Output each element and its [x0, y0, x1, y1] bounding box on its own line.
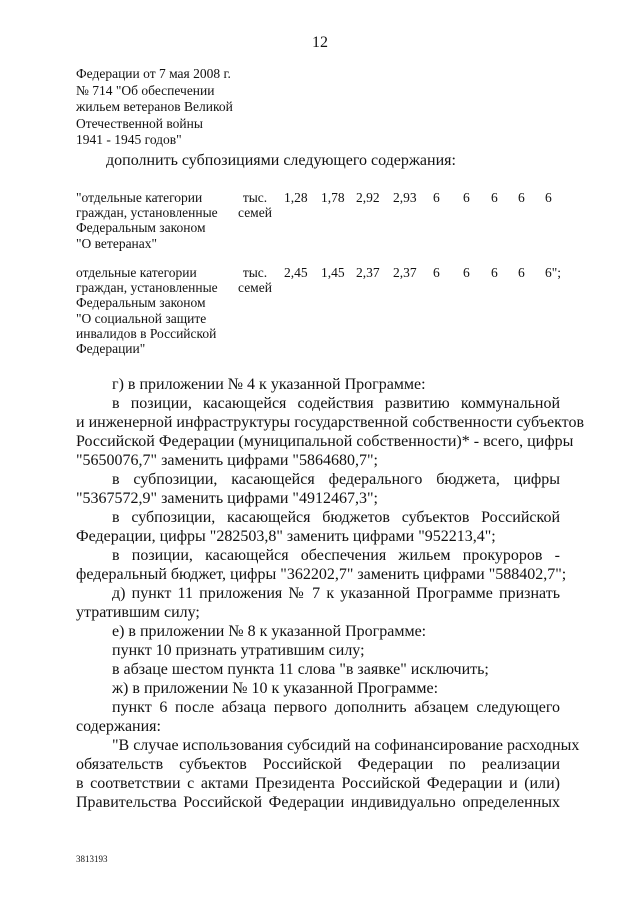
reference-block [76, 66, 276, 149]
reference-line: жильем ветеранов Великой [76, 99, 233, 114]
body-line: утратившим силу; [76, 604, 200, 621]
category-value: 6 [433, 190, 440, 205]
body-line: содержания: [76, 718, 161, 735]
unit-line: семей [238, 280, 272, 296]
category-value: 6 [518, 265, 525, 280]
body-line: Федерации, цифры "282503,8" заменить цифрами "952213,4"; [76, 528, 496, 545]
category-row [0, 190, 640, 260]
category-name-line: инвалидов в Российской [76, 325, 217, 341]
body-line: "5650076,7" заменить цифрами "5864680,7"; [76, 452, 378, 469]
body-line: федеральный бюджет, цифры "362202,7" заменить цифрами "588402,7"; [76, 566, 567, 583]
body-line: в позиции, касающейся содействия развитию коммунальной [112, 395, 560, 412]
reference-line: Федерации от 7 мая 2008 г. [76, 66, 231, 81]
category-value: 6 [491, 190, 498, 205]
reference-line: Отечественной войны [76, 115, 203, 131]
body-line: в абзаце шестом пункта 11 слова "в заявке" исключить; [112, 661, 489, 678]
category-value: 6 [463, 190, 470, 205]
body-line: в субпозиции, касающейся бюджетов субъектов Российской [112, 509, 560, 526]
body-line: в субпозиции, касающейся федерального бюджета, цифры [112, 471, 560, 488]
body-line: пункт 6 после абзаца первого дополнить абзацем следующего [112, 699, 560, 716]
category-value: 6 [545, 190, 552, 205]
category-value: 2,45 [284, 265, 308, 280]
category-name-line: Федеральным законом [76, 295, 206, 311]
body-line: "В случае использования субсидий на софинансирование расходных [112, 737, 580, 754]
category-name [76, 265, 234, 356]
category-value: 1,78 [321, 190, 345, 205]
category-unit [236, 265, 274, 295]
body-line: пункт 10 признать утратившим силу; [112, 642, 365, 659]
unit-line: семей [238, 205, 272, 221]
category-unit [236, 190, 274, 220]
category-value: 1,45 [321, 265, 345, 280]
body-line: д) пункт 11 приложения № 7 к указанной Программе признать [112, 585, 560, 602]
category-value: 6"; [545, 265, 562, 280]
category-value: 2,37 [356, 265, 380, 280]
body-text [76, 375, 584, 812]
category-name-line: Федеральным законом [76, 220, 206, 236]
page-number: 12 [312, 34, 328, 51]
category-value: 2,37 [393, 265, 417, 280]
body-line: е) в приложении № 8 к указанной Программе: [112, 623, 427, 640]
body-line: "5367572,9" заменить цифрами "4912467,3"; [76, 490, 378, 507]
category-name [76, 190, 234, 251]
category-value: 1,28 [284, 190, 308, 205]
intro-text: дополнить субпозициями следующего содержания: [106, 152, 456, 169]
category-value: 2,92 [356, 190, 380, 205]
category-name-line: граждан, установленные [76, 280, 218, 296]
unit-line: тыс. [242, 265, 268, 280]
body-line: ж) в приложении № 10 к указанной Программе: [112, 680, 439, 697]
body-line: в соответствии с актами Президента Российской Федерации и (или) [76, 775, 560, 792]
category-name-line: "О ветеранах" [76, 235, 158, 251]
category-name-line: отдельные категории [76, 265, 197, 280]
category-name-line: Федерации" [76, 341, 146, 357]
unit-line: тыс. [242, 190, 268, 205]
category-value: 6 [518, 190, 525, 205]
document-code: 3813193 [76, 854, 108, 864]
category-value: 6 [433, 265, 440, 280]
body-line: Российской Федерации (муниципальной собственности)* - всего, цифры [76, 433, 574, 450]
category-value: 2,93 [393, 190, 417, 205]
category-value: 6 [463, 265, 470, 280]
body-line: и инженерной инфраструктуры государственной собственности субъектов [76, 414, 584, 431]
body-line: обязательств субъектов Российской Федерации по реализации [76, 756, 560, 773]
category-value: 6 [491, 265, 498, 280]
category-name-line: "отдельные категории [76, 190, 203, 205]
body-line: Правительства Российской Федерации индивидуально определенных [76, 794, 560, 811]
category-row [0, 265, 640, 360]
category-name-line: граждан, установленные [76, 205, 218, 221]
body-line: в позиции, касающейся обеспечения жильем прокуроров - [112, 547, 560, 564]
reference-line: № 714 "Об обеспечении [76, 82, 215, 98]
body-line: г) в приложении № 4 к указанной Программе: [112, 376, 426, 393]
reference-line: 1941 - 1945 годов" [76, 132, 182, 147]
category-name-line: "О социальной защите [76, 310, 207, 326]
